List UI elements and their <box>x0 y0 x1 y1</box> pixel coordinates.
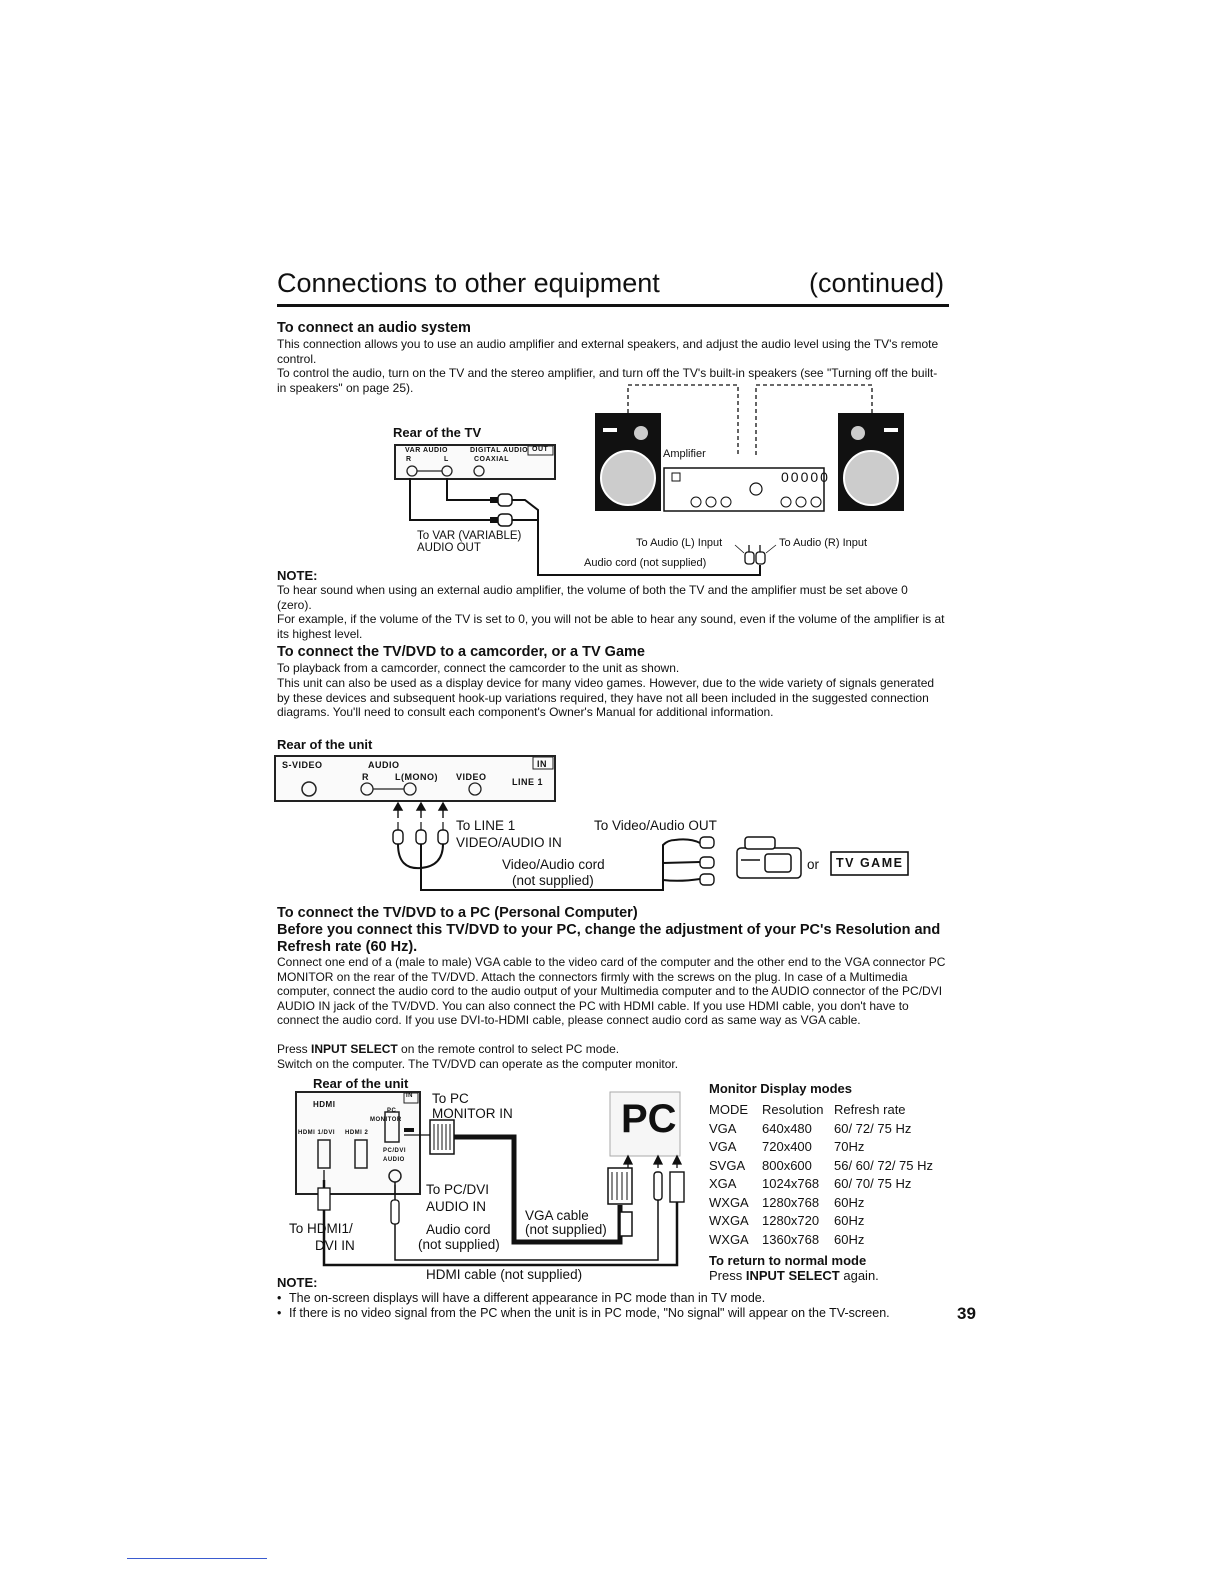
to-audio-l-label: To Audio (L) Input <box>636 537 723 549</box>
modes-table-body <box>709 1120 933 1250</box>
mode-cell: VGA <box>709 1120 737 1136</box>
panel-out: OUT <box>532 446 549 453</box>
rear-of-unit-label: Rear of the unit <box>277 737 373 752</box>
mode-cell: SVGA <box>709 1157 746 1173</box>
audio-system-para1: This connection allows you to use an audio amplifier and external speakers, and adjust the audio level using the TV's remote control. <box>277 337 939 366</box>
modes-table-row <box>709 1212 933 1231</box>
dvi-in-label: DVI IN <box>315 1238 355 1253</box>
audio-note1: To hear sound when using an external audio amplifier, the volume of both the TV and the amplifier must be set above 0 (zero). <box>277 583 908 612</box>
return-line: Press INPUT SELECT again. <box>709 1268 879 1283</box>
to-line1-label: To LINE 1 <box>456 818 516 833</box>
vga-not-supplied-label: (not supplied) <box>525 1222 607 1237</box>
panel-digital-audio: DIGITAL AUDIO <box>470 447 529 454</box>
resolution-cell: 1024x768 <box>762 1176 820 1191</box>
camcorder-para1: To playback from a camcorder, connect the camcorder to the unit as shown. <box>277 661 680 675</box>
resolution-cell: 720x400 <box>762 1139 812 1154</box>
to-hdmi1-label: To HDMI1/ <box>289 1221 353 1236</box>
pc-hdmi-plug-icon <box>670 1172 684 1202</box>
pc-heading: To connect the TV/DVD to a PC (Personal Computer) <box>277 905 638 921</box>
panel-var-audio: VAR AUDIO <box>405 447 448 454</box>
panel-line1: LINE 1 <box>512 777 544 787</box>
pc-subheading: Before you connect this TV/DVD to your PC, change the adjustment of your PC's Resolution and Refresh rate (60 Hz). <box>277 922 941 955</box>
monitor-in-label: MONITOR IN <box>432 1106 513 1121</box>
rear-of-tv-label: Rear of the TV <box>393 425 482 440</box>
pc-press-line: Press INPUT SELECT on the remote control to select PC mode. <box>277 1042 620 1056</box>
pc-para1: Connect one end of a (male to male) VGA cable to the video card of the computer and the other end to the VGA connector PC MONITOR on the rear of the TV/DVD. Attach the connectors firmly with the screws on the plug. In case of a Multimedia computer, connect the audio cord to the audio output of your Multimedia computer and to the AUDIO connector of the PC/DVI AUDIO IN jack of the TV/DVD. You can also connect the PC with HDMI cable. If you use HDMI cable, you don't have to connect the audio cord. If you use DVI-to-HDMI cable, please connect audio cord as same way as VGA cable. <box>277 955 946 1027</box>
resolution-cell: 1360x768 <box>762 1231 820 1247</box>
panel-svideo: S-VIDEO <box>282 760 323 770</box>
return-title: To return to normal mode <box>709 1253 867 1268</box>
panel-lmono: L(MONO) <box>395 772 438 782</box>
audio-not-supplied-label: (not supplied) <box>418 1237 500 1252</box>
tv-game-label: TV GAME <box>836 856 904 870</box>
page-title-continued: (continued) <box>809 268 945 298</box>
audio-system-para2: To control the audio, turn on the TV and the stereo amplifier, and turn off the TV's built-in speakers (see "Turning off the built-in speakers" on page 25). <box>277 366 938 395</box>
refresh-cell: 60/ 72/ 75 Hz <box>834 1120 912 1136</box>
audio-system-heading: To connect an audio system <box>277 320 471 336</box>
refresh-cell: 60/ 70/ 75 Hz <box>834 1176 912 1191</box>
modes-table-row <box>709 1120 933 1139</box>
modes-table-row <box>709 1175 933 1194</box>
refresh-cell: 60Hz <box>834 1231 865 1247</box>
pc-note-bullet-1: • The on-screen displays will have a different appearance in PC mode than in TV mode. <box>277 1291 766 1305</box>
pc-audio-plug-icon <box>654 1172 662 1200</box>
video-audio-in-label: VIDEO/AUDIO IN <box>456 835 562 850</box>
panel-coaxial: COAXIAL <box>474 456 509 463</box>
video-audio-cord-label: Video/Audio cord <box>502 857 605 872</box>
to-audio-r-label: To Audio (R) Input <box>779 537 868 549</box>
amplifier-label: Amplifier <box>663 448 706 460</box>
page-title: Connections to other equipment <box>277 268 660 298</box>
audio-out-label: AUDIO OUT <box>417 542 481 554</box>
pc-note-bullet-2: • If there is no video signal from the PC when the unit is in PC mode, "No signal" will appear on the TV-screen. <box>277 1306 890 1320</box>
modes-table-header: MODE Resolution Refresh rate <box>709 1102 906 1117</box>
amplifier-display: 00000 <box>781 469 830 485</box>
audio-in-label: AUDIO IN <box>426 1199 487 1214</box>
audio-note2: For example, if the volume of the TV is set to 0, you will not be able to hear any sound, even if the volume of the amplifier is at its highest level. <box>277 612 945 641</box>
panel-audio: AUDIO <box>383 1157 405 1163</box>
audio-cord-label: Audio cord (not supplied) <box>584 557 707 569</box>
panel-hdmi: HDMI <box>313 1100 336 1109</box>
panel-pc: PC <box>387 1108 397 1114</box>
page-number: 39 <box>957 1304 976 1323</box>
pc-note-label: NOTE: <box>277 1275 318 1290</box>
pc-rear-label: Rear of the unit <box>313 1076 409 1091</box>
pc-switch-on: Switch on the computer. The TV/DVD can operate as the computer monitor. <box>277 1057 679 1071</box>
modes-table <box>709 1101 933 1249</box>
mode-cell: WXGA <box>709 1213 749 1228</box>
not-supplied-label: (not supplied) <box>512 873 594 888</box>
refresh-cell: 70Hz <box>834 1139 865 1154</box>
panel-video: VIDEO <box>456 772 487 782</box>
panel-pcdvi: PC/DVI <box>383 1148 407 1154</box>
footer-line <box>127 1558 267 1559</box>
modes-table-row <box>709 1194 933 1213</box>
panel-r: R <box>362 772 369 782</box>
camcorder-heading: To connect the TV/DVD to a camcorder, or a TV Game <box>277 644 645 660</box>
mode-cell: WXGA <box>709 1231 749 1247</box>
modes-table-row <box>709 1231 933 1250</box>
resolution-cell: 640x480 <box>762 1120 812 1136</box>
audio-note-label: NOTE: <box>277 568 318 583</box>
mode-cell: VGA <box>709 1139 737 1154</box>
refresh-cell: 60Hz <box>834 1213 865 1228</box>
hdmi-cable-label: HDMI cable (not supplied) <box>426 1267 583 1282</box>
pc-vga-plug-icon <box>608 1168 632 1204</box>
to-var-label: To VAR (VARIABLE) <box>417 530 522 542</box>
pc-big-label: PC <box>621 1097 677 1141</box>
mode-cell: WXGA <box>709 1194 749 1210</box>
modes-table-row <box>709 1157 933 1176</box>
resolution-cell: 1280x720 <box>762 1213 820 1228</box>
panel-hdmi2: HDMI 2 <box>345 1130 369 1136</box>
panel-in: IN <box>537 759 547 769</box>
vga-cable-label: VGA cable <box>525 1208 589 1223</box>
to-video-audio-out-label: To Video/Audio OUT <box>594 818 717 833</box>
modes-title: Monitor Display modes <box>709 1081 853 1096</box>
refresh-cell: 60Hz <box>834 1194 865 1210</box>
panel-in: IN <box>406 1093 413 1099</box>
panel-hdmi-dvi: HDMI 1/DVI <box>298 1130 336 1136</box>
panel-monitor: MONITOR <box>370 1117 402 1123</box>
resolution-cell: 1280x768 <box>762 1194 820 1210</box>
resolution-cell: 800x600 <box>762 1157 812 1173</box>
refresh-cell: 56/ 60/ 72/ 75 Hz <box>834 1157 934 1173</box>
or-label: or <box>807 857 820 872</box>
to-pcdvi-label: To PC/DVI <box>426 1182 490 1197</box>
panel-r: R <box>406 456 412 463</box>
to-pc-label: To PC <box>432 1091 469 1106</box>
camcorder-para2: This unit can also be used as a display device for many video games. However, due to the wide variety of signals generated by these devices and subsequent hook-up variations required, they have not all been included in the suggested connection diagrams. You'll need to consult each component's Owner's Manual for additional information. <box>277 676 935 719</box>
panel-audio: AUDIO <box>368 760 400 770</box>
audio-cord-label: Audio cord <box>426 1222 491 1237</box>
mode-cell: XGA <box>709 1176 737 1191</box>
modes-table-row <box>709 1138 933 1157</box>
panel-l: L <box>444 456 449 463</box>
